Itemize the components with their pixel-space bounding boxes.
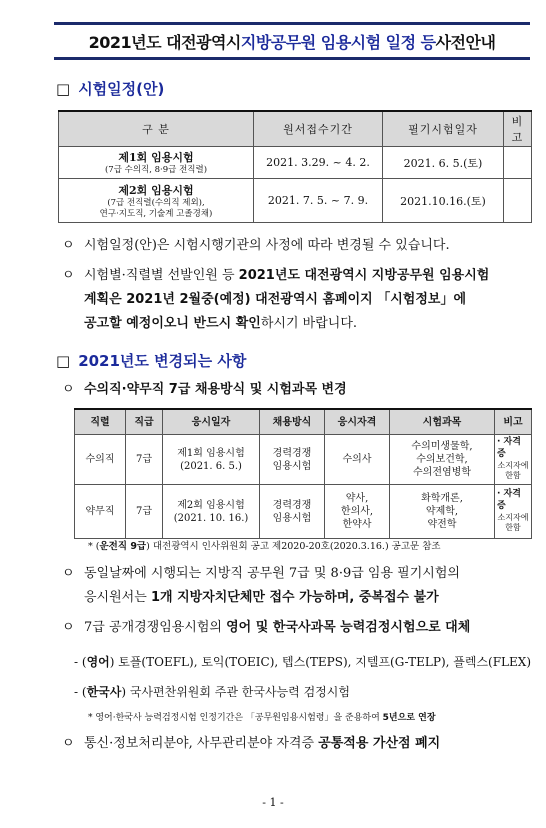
footnote-text: * ( [88,541,100,552]
table-row [59,179,532,223]
bullet-bold-text: 계획은 2021년 2월중(예정) 대전광역시 홈페이지 「시험정보」에 [84,292,467,307]
bullet-text: 응시원서는 [84,590,151,605]
table-header-row [75,409,532,435]
subjects-cell [390,435,495,485]
bullet-bold-text: 수의직·약무직 7급 채용방식 및 시험과목 변경 [84,382,347,397]
bullet-duplicate-application [62,562,538,610]
recruitment-change-table [74,408,532,539]
qual-line: 한의사, [340,506,374,517]
bullet-text: 시험일정(안)은 시험시행기관의 사정에 따라 변경될 수 있습니다. [84,238,450,253]
table-row [75,485,532,539]
title-highlight: 지방공무원 임용시험 일정 등 [240,32,436,52]
title-part1: 2021년도 대전광역시 [88,32,241,52]
detail-history [74,680,350,704]
subject-line: 수의전염병학 [413,467,471,478]
date-line: (2021. 6. 5.) [180,460,242,472]
subject-line: 약제학, [425,506,459,517]
bullet-bold-text: 2021년도 대전광역시 지방공무원 임용시험 [238,268,490,283]
exam-date: 2021. 6. 5.(토) [383,147,504,179]
method-line: 경력경쟁 [272,499,312,511]
header-cell: 비 고 [504,111,532,147]
footnote-bold: 5년으로 연장 [382,713,436,723]
bullet-announcement [62,264,538,336]
footnote-text: ) 대전광역시 인사위원회 공고 제2020-20호(2020.3.16.) 공고문 참조 [146,541,441,552]
footnote-driver [88,538,441,552]
section-label: 변경되는 사항 [154,352,247,370]
exam-name: 제2회 임용시험 [118,184,194,198]
qualification-cell: 수의사 [325,435,390,485]
note-bold: · 자격증 [497,489,521,512]
bullet-bold-text: 공통적용 가산점 폐지 [318,736,441,751]
section-changes-heading [56,350,246,371]
bullet-circle-icon: ㅇ [62,566,75,581]
method-line: 임용시험 [272,460,312,472]
bullet-bold-text: 1개 지방자치단체만 접수 가능하며, 중복접수 불가 [150,590,439,605]
table-row [59,147,532,179]
note-line: 소지자에 [497,512,529,522]
exam-date: 2021.10.16.(토) [383,179,504,223]
qualification-cell [325,485,390,539]
method-cell [260,485,325,539]
footnote-text: * 영어·한국사 능력검정시험 인정기간은 「공무원임용시험령」을 준용하여 [88,713,383,723]
exam-scope: (7급 전직렬(수의직 제외), [107,198,205,209]
note-line: 소지자에 [497,460,529,470]
subjects-cell [390,485,495,539]
exam-type-cell [59,179,254,223]
checkbox-square-icon: □ [56,80,71,98]
bullet-text: 동일날짜에 시행되는 지방직 공무원 7급 및 8·9급 임용 필기시험의 [84,566,460,581]
application-period: 2021. 7. 5. ~ 7. 9. [254,179,383,223]
header-cell: 비고 [495,409,532,435]
subject-line: 화학개론, [421,493,463,504]
bullet-schedule-change [62,234,538,258]
detail-text: ) 토플(TOEFL), 토익(TOEIC), 텝스(TEPS), 지텔프(G-TELP), 플렉스(FLEX) [109,655,532,669]
footnote-validity [88,710,436,723]
series-cell: 수의직 [75,435,126,485]
header-cell: 직렬 [75,409,126,435]
detail-text: ) 국사편찬위원회 주관 한국사능력 검정시험 [121,685,350,699]
date-cell [163,485,260,539]
bullet-text: 시험별·직렬별 선발인원 등 [84,268,239,283]
table-header-row [59,111,532,147]
table-row [75,435,532,485]
date-line: (2021. 10. 16.) [173,512,249,524]
header-cell: 응시일자 [163,409,260,435]
detail-english [74,650,531,674]
method-cell [260,435,325,485]
date-line: 제1회 임용시험 [177,447,245,459]
schedule-table [58,110,532,223]
bullet-circle-icon: ㅇ [62,736,75,751]
series-cell: 약무직 [75,485,126,539]
header-cell: 필기시험일자 [383,111,504,147]
subject-line: 수의보건학, [416,454,468,465]
note-bold: · 자격증 [497,437,521,460]
grade-cell: 7급 [126,485,163,539]
note-line: 한함 [505,523,521,533]
note-cell [504,147,532,179]
note-line: 한함 [505,471,521,481]
application-period: 2021. 3.29. ~ 4. 2. [254,147,383,179]
bullet-text: 통신·정보처리분야, 사무관리분야 자격증 [84,736,319,751]
qual-line: 한약사 [342,519,372,530]
header-cell: 직급 [126,409,163,435]
detail-bold: 영어 [86,655,110,669]
qual-line: 약사, [345,493,369,504]
bullet-text: 하시기 바랍니다. [260,316,358,331]
bullet-language-test [62,616,538,640]
sub-heading-vet-pharm [62,378,347,402]
header-cell: 채용방식 [260,409,325,435]
bullet-text: 7급 공개경쟁임용시험의 [84,620,227,635]
note-cell [495,485,532,539]
header-cell: 응시자격 [325,409,390,435]
footnote-bold: 운전직 9급 [99,541,147,552]
note-cell [504,179,532,223]
bullet-bold-text: 영어 및 한국사과목 능력검정시험으로 대체 [226,620,471,635]
detail-text: - ( [74,655,87,669]
header-cell: 구 분 [59,111,254,147]
bullet-circle-icon: ㅇ [62,382,75,397]
section-label: 2021년도 [78,352,155,370]
exam-scope: 연구·지도직, 기술계 고졸경채) [99,208,213,219]
page-number: - 1 - [262,796,284,809]
header-cell: 시험과목 [390,409,495,435]
section-label: 시험일정(안) [78,80,165,98]
bullet-bonus-points [62,732,538,756]
checkbox-square-icon: □ [56,352,71,370]
detail-text: - ( [74,685,87,699]
exam-scope: (7급 수의직, 8·9급 전직렬) [104,165,208,176]
date-line: 제2회 임용시험 [177,499,245,511]
page-title [54,22,530,60]
method-line: 임용시험 [272,512,312,524]
title-part3: 사전안내 [435,32,496,52]
bullet-circle-icon: ㅇ [62,620,75,635]
detail-bold: 한국사 [86,685,122,699]
bullet-circle-icon: ㅇ [62,268,75,283]
section-schedule-heading [56,78,164,99]
exam-type-cell [59,147,254,179]
note-cell [495,435,532,485]
method-line: 경력경쟁 [272,447,312,459]
subject-line: 약전학 [427,519,457,530]
header-cell: 원서접수기간 [254,111,383,147]
bullet-bold-text: 공고할 예정이오니 반드시 확인 [84,316,261,331]
subject-line: 수의미생물학, [411,441,473,452]
exam-name: 제1회 임용시험 [118,151,194,165]
date-cell [163,435,260,485]
bullet-circle-icon: ㅇ [62,238,75,253]
grade-cell: 7급 [126,435,163,485]
